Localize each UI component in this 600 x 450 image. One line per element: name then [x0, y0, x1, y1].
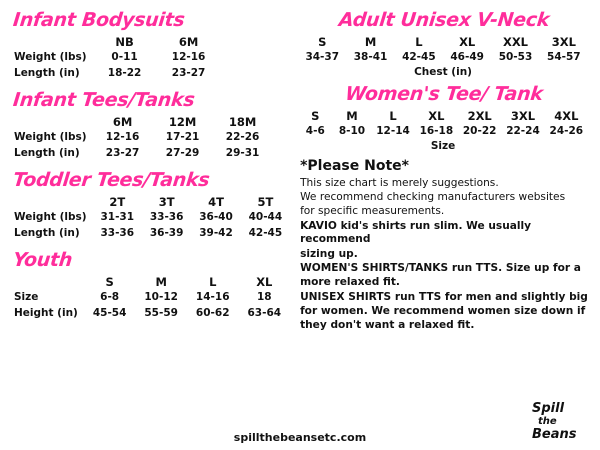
corner-cell: [12, 193, 93, 209]
table-row: [12, 209, 290, 225]
cell: 50-53: [498, 50, 533, 63]
cell: 0-11: [111, 50, 138, 63]
cell: 33-36: [100, 226, 135, 239]
size-header: XL: [256, 274, 273, 289]
size-header: 6M: [112, 114, 133, 129]
note-line: sizing up.: [300, 247, 358, 260]
size-header: S: [318, 34, 327, 49]
cell: 46-49: [450, 50, 484, 63]
row-label: Weight (lbs): [14, 50, 87, 63]
cell: 14-16: [195, 290, 230, 303]
table-row: [12, 49, 221, 65]
section-womens-tee-tank: [298, 84, 588, 152]
size-table: [12, 33, 221, 81]
note-body: [300, 177, 588, 333]
note-line: We recommend checking manufacturers websites: [300, 191, 566, 204]
row-label: Weight (lbs): [14, 210, 87, 223]
cell: 18-22: [107, 66, 142, 79]
size-header: 3T: [158, 194, 175, 209]
size-header: XL: [459, 34, 476, 49]
cell: 12-16: [171, 50, 206, 63]
table-row: [12, 305, 290, 321]
size-header: XL: [428, 108, 445, 123]
corner-cell: [12, 113, 93, 129]
cell: 22-24: [506, 124, 540, 137]
measurement-label: Size: [430, 139, 456, 152]
size-header: L: [389, 108, 397, 123]
size-table: [12, 113, 273, 161]
cell: 24-26: [549, 124, 584, 137]
note-line: for women. We recommend women size down if: [300, 304, 586, 317]
logo-line-3: Beans: [532, 427, 577, 442]
table-row: [12, 65, 221, 81]
cell: 12-14: [376, 124, 410, 137]
size-header: 12M: [168, 114, 197, 129]
size-table: [12, 273, 290, 321]
cell: 40-44: [248, 210, 283, 223]
note-line: WOMEN'S SHIRTS/TANKS run TTS. Size up for a: [300, 261, 581, 274]
size-header: 4T: [208, 194, 224, 209]
note-line: This size chart is merely suggestions.: [300, 176, 499, 189]
section-youth: [12, 250, 290, 321]
size-header: S: [311, 108, 320, 123]
table-header-row: [298, 107, 588, 123]
cell: 38-41: [353, 50, 388, 63]
cell: 63-64: [247, 306, 282, 319]
size-header: 2T: [109, 194, 126, 209]
right-column: [298, 10, 588, 450]
size-header: L: [415, 34, 423, 49]
measurement-label: Chest (in): [414, 65, 472, 78]
row-label: Length (in): [14, 66, 80, 79]
cell: 36-40: [199, 210, 233, 223]
table-header-row: [12, 113, 273, 129]
row-label: Size: [14, 290, 39, 303]
cell: 17-21: [165, 130, 200, 143]
cell: 20-22: [462, 124, 497, 137]
cell: 42-45: [402, 50, 436, 63]
table-header-row: [298, 33, 588, 49]
size-header: 18M: [228, 114, 257, 129]
row-label: Weight (lbs): [14, 130, 87, 143]
spill-the-beans-logo: [530, 398, 592, 446]
size-header: S: [105, 274, 114, 289]
table-header-row: [12, 33, 221, 49]
logo-line-1: Spill: [532, 401, 565, 416]
website-footer: spillthebeansetc.com: [233, 431, 367, 444]
table-row: [12, 145, 273, 161]
note-line: for specific measurements.: [300, 205, 445, 218]
cell: 39-42: [199, 226, 233, 239]
section-title: Adult Unisex V-Neck: [337, 9, 551, 31]
note-title: *Please Note*: [300, 157, 409, 174]
note-line: KAVIO kid's shirts run slim. We usually recommend: [300, 219, 532, 246]
cell: 45-54: [92, 306, 127, 319]
corner-cell: [12, 273, 84, 289]
cell: 36-39: [149, 226, 184, 239]
table-row: [298, 123, 588, 139]
cell: 54-57: [547, 50, 581, 63]
cell: 23-27: [105, 146, 140, 159]
left-column: [12, 10, 290, 450]
table-row: [298, 49, 588, 65]
section-toddler-tees-tanks: [12, 170, 290, 241]
cell: 27-29: [165, 146, 200, 159]
section-title: Infant Bodysuits: [11, 9, 186, 31]
cell: 33-36: [149, 210, 184, 223]
cell: 22-26: [225, 130, 260, 143]
cell: 60-62: [195, 306, 230, 319]
size-header: 3XL: [510, 108, 536, 123]
table-row: [12, 289, 290, 305]
cell: 18: [256, 290, 272, 303]
cell: 16-18: [419, 124, 454, 137]
cell: 29-31: [225, 146, 260, 159]
cell: 34-37: [305, 50, 340, 63]
cell: 6-8: [100, 290, 120, 303]
table-header-row: [12, 193, 290, 209]
size-header: M: [364, 34, 377, 49]
note-line: more relaxed fit.: [300, 276, 400, 289]
section-title: Infant Tees/Tanks: [11, 88, 196, 111]
corner-cell: [12, 33, 93, 49]
section-title: Youth: [11, 248, 74, 271]
size-table: [298, 33, 588, 65]
note-line: they don't want a relaxed fit.: [300, 319, 475, 332]
size-header: 6M: [178, 34, 199, 49]
table-header-row: [12, 273, 290, 289]
size-header: M: [346, 108, 358, 123]
size-header: 2XL: [467, 108, 492, 123]
cell: 10-12: [144, 290, 178, 303]
logo-line-2: the: [538, 416, 557, 427]
size-header: NB: [115, 34, 134, 49]
table-row: [12, 129, 273, 145]
note-line: UNISEX SHIRTS run TTS for men and slightly big: [300, 290, 588, 303]
cell: 8-10: [338, 124, 366, 137]
section-infant-bodysuits: [12, 10, 290, 81]
row-label: Height (in): [14, 306, 78, 319]
cell: 12-16: [105, 130, 140, 143]
section-title: Toddler Tees/Tanks: [11, 168, 211, 191]
section-title: Women's Tee/ Tank: [344, 82, 545, 105]
row-label: Length (in): [14, 226, 80, 239]
size-table: [298, 107, 588, 139]
size-header: 3XL: [551, 34, 576, 49]
size-header: 5T: [257, 194, 274, 209]
please-note-block: [298, 158, 588, 333]
cell: 55-59: [144, 306, 178, 319]
size-header: 4XL: [554, 108, 579, 123]
size-table: [12, 193, 290, 241]
size-header: L: [209, 274, 217, 289]
size-header: XXL: [502, 34, 529, 49]
cell: 23-27: [171, 66, 206, 79]
section-infant-tees-tanks: [12, 90, 290, 161]
section-adult-unisex-vneck: [298, 10, 588, 78]
size-header: M: [155, 274, 167, 289]
row-label: Length (in): [14, 146, 80, 159]
cell: 4-6: [305, 124, 325, 137]
cell: 31-31: [100, 210, 135, 223]
cell: 42-45: [248, 226, 283, 239]
table-row: [12, 225, 290, 241]
